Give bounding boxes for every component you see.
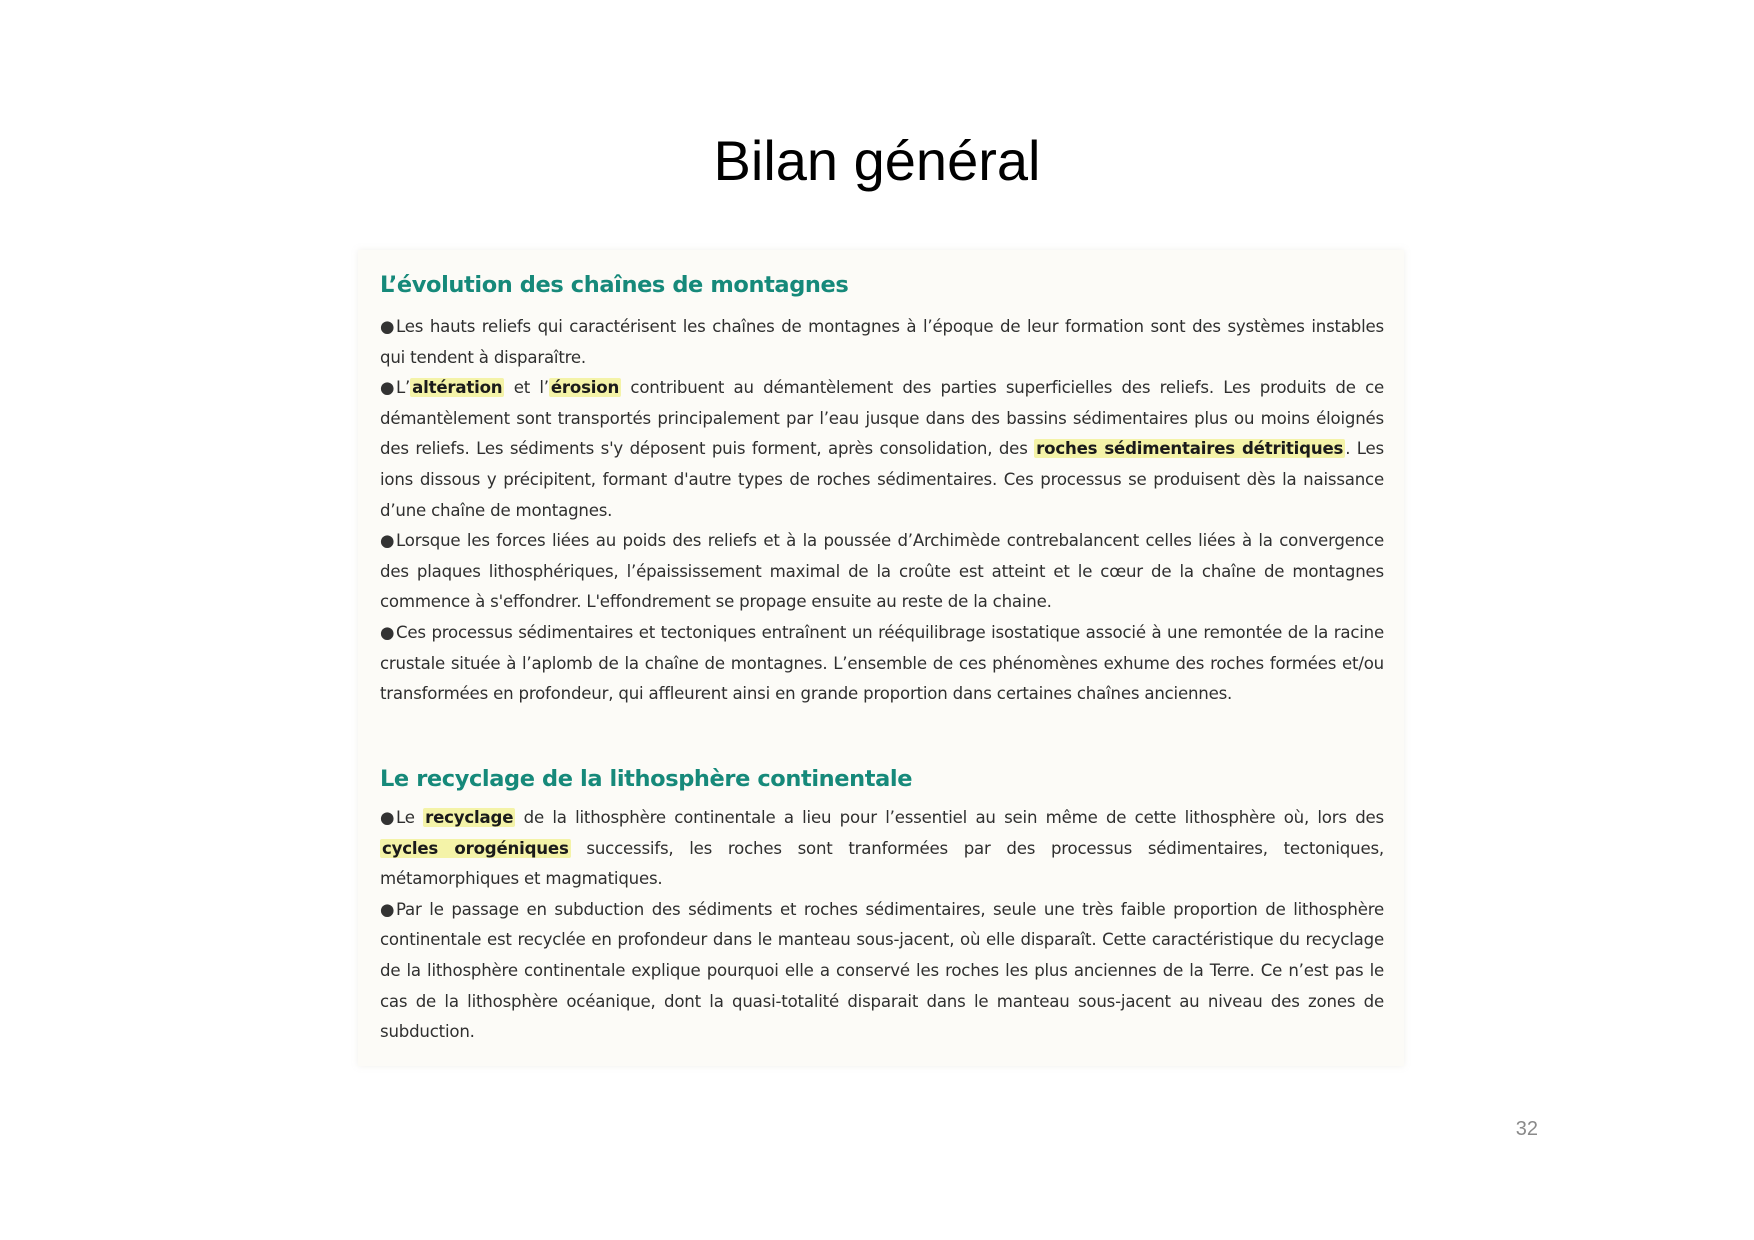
bullet-item	[380, 895, 1384, 1048]
bullet-item	[380, 803, 1384, 895]
bullet-text: de la lithosphère continentale a lieu pour l’essentiel au sein même de cette lithosphère où, lors des	[515, 808, 1384, 827]
bullet-icon: ●	[380, 317, 395, 336]
bullet-icon: ●	[380, 378, 395, 398]
page-number: 32	[1515, 1118, 1538, 1140]
bullet-text: successifs, les roches sont tranformées par des processus sédimentaires, tectoniques, métamorphiques et magmatiques.	[380, 838, 1384, 889]
bullet-item	[380, 373, 1384, 526]
bullet-text: et l’	[504, 378, 549, 398]
highlighted-term: cycles orogéniques	[382, 838, 569, 858]
section-recyclage-body	[380, 803, 1384, 1048]
bullet-text: Ces processus sédimentaires et tectoniques entraînent un rééquilibrage isostatique associé à une remontée de la racine crustale située à l’aplomb de la chaîne de montagnes. L’ensemble de ces phénomènes exhume des roches formées et/ou transformées en profondeur, qui affleurent ainsi en grande proportion dans certaines chaînes anciennes.	[380, 622, 1384, 704]
section-evolution-body	[380, 312, 1384, 710]
section-heading-recyclage: Le recyclage de la lithosphère continentale	[380, 766, 913, 792]
highlighted-term: érosion	[550, 378, 620, 398]
bullet-text: Lorsque les forces liées au poids des reliefs et à la poussée d’Archimède contrebalancent celles liées à la convergence des plaques lithosphériques, l’épaississement maximal de la croûte est atteint et le cœur de la chaîne de montagnes commence à s'effondrer. L'effondrement se propage ensuite au reste de la chaine.	[380, 531, 1384, 612]
bullet-icon: ●	[380, 899, 395, 919]
highlighted-term: recyclage	[425, 808, 514, 827]
bullet-item	[380, 312, 1384, 373]
bullet-item	[380, 618, 1384, 710]
bullet-icon: ●	[380, 531, 395, 551]
section-heading-evolution: L’évolution des chaînes de montagnes	[380, 272, 849, 298]
bullet-text: L’	[396, 378, 411, 398]
bullet-text: Par le passage en subduction des sédiments et roches sédimentaires, seule une très faible proportion de lithosphère continentale est recyclée en profondeur dans le manteau sous-jacent, où elle disparaît. Cette caractéristique du recyclage de la lithosphère continentale explique pourquoi elle a conservé les roches les plus anciennes de la Terre. Ce n’est pas le cas de la lithosphère océanique, dont la quasi-totalité disparait dans le manteau sous-jacent au niveau des zones de subduction.	[380, 899, 1384, 1042]
bullet-text: contribuent au démantèlement des parties superficielles des reliefs. Les produits de ce démantèlement sont transportés principalement par l’eau jusque dans des bassins sédimentaires plus ou moins éloignés des reliefs. Les sédiments s'y déposent puis forment, après consolidation, des	[380, 378, 1384, 459]
highlighted-term: altération	[412, 378, 503, 398]
bullet-item	[380, 526, 1384, 618]
textbook-scan	[358, 250, 1404, 1066]
highlighted-term: roches sédimentaires détritiques	[1036, 439, 1344, 459]
bullet-icon: ●	[380, 808, 395, 827]
bullet-text: Les hauts reliefs qui caractérisent les chaînes de montagnes à l’époque de leur formation sont des systèmes instables qui tendent à disparaître.	[380, 317, 1384, 367]
bullet-text: . Les ions dissous y précipitent, formant d'autre types de roches sédimentaires. Ces processus se produisent dès la naissance d’une chaîne de montagnes.	[380, 439, 1385, 520]
bullet-text: Le	[396, 808, 424, 827]
slide-title: Bilan général	[713, 129, 1041, 192]
bullet-icon: ●	[380, 622, 395, 642]
